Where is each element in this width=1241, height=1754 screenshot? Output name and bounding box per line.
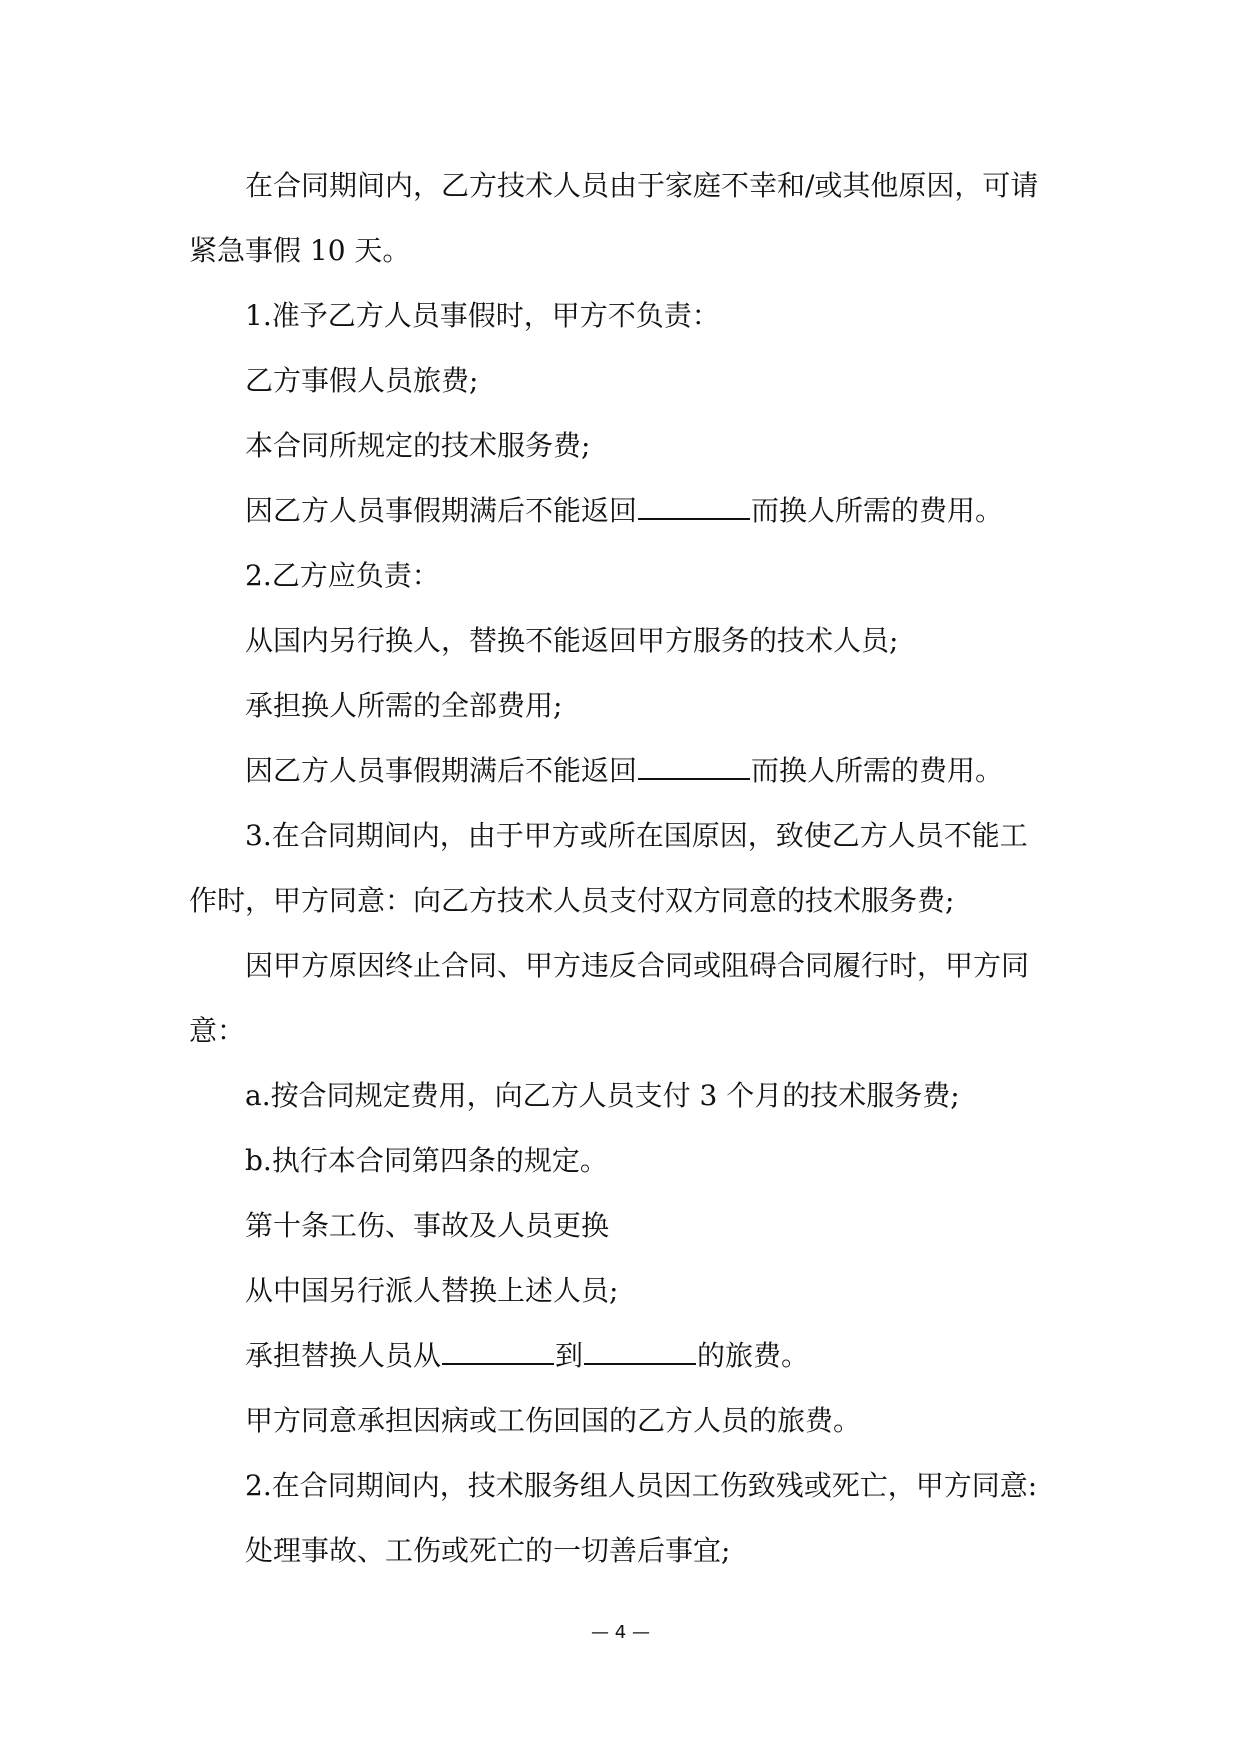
- paragraph-replacement-cost-1: [189, 478, 1049, 543]
- paragraph-text: 因乙方人员事假期满后不能返回: [245, 754, 638, 787]
- paragraph-text: 第十条工伤、事故及人员更换: [245, 1209, 610, 1242]
- paragraph-clause-3: [189, 803, 1049, 933]
- paragraph-text: 在合同期间内，乙方技术人员由于家庭不幸和/或其他原因，可请紧急事假 10 天。: [189, 169, 1039, 267]
- paragraph-text: 甲方同意承担因病或工伤回国的乙方人员的旅费。: [245, 1404, 862, 1437]
- paragraph-injury-clause: [189, 1453, 1049, 1518]
- paragraph-text: 因乙方人员事假期满后不能返回: [245, 494, 638, 527]
- paragraph-replacement-travel: [189, 1323, 1049, 1388]
- paragraph-text: 而换人所需的费用。: [751, 494, 1004, 527]
- fill-in-blank-from[interactable]: [442, 1341, 554, 1365]
- paragraph-illness-travel: [189, 1388, 1049, 1453]
- paragraph-text: 而换人所需的费用。: [751, 754, 1004, 787]
- paragraph-aftermath: [189, 1518, 1049, 1583]
- section-heading-article-10: [189, 1193, 1049, 1258]
- paragraph-item-b: [189, 1128, 1049, 1193]
- fill-in-blank[interactable]: [638, 756, 750, 780]
- paragraph-text: 3.在合同期间内，由于甲方或所在国原因，致使乙方人员不能工作时，甲方同意：向乙方技术人员支付双方同意的技术服务费;: [189, 819, 1028, 917]
- paragraph-termination: [189, 933, 1049, 1063]
- paragraph-emergency-leave: [189, 153, 1049, 283]
- paragraph-text: 2.乙方应负责：: [245, 559, 440, 592]
- paragraph-all-costs: [189, 673, 1049, 738]
- fill-in-blank[interactable]: [638, 496, 750, 520]
- paragraph-text: 乙方事假人员旅费;: [245, 364, 479, 397]
- fill-in-blank-to[interactable]: [584, 1341, 696, 1365]
- paragraph-dispatch-replacement: [189, 1258, 1049, 1323]
- paragraph-clause-2: [189, 543, 1049, 608]
- paragraph-text: 2.在合同期间内，技术服务组人员因工伤致残或死亡，甲方同意:: [245, 1469, 1038, 1502]
- paragraph-text: 因甲方原因终止合同、甲方违反合同或阻碍合同履行时，甲方同意：: [189, 949, 1030, 1047]
- page-number: — 4 —: [591, 1622, 650, 1643]
- paragraph-text: 处理事故、工伤或死亡的一切善后事宜;: [245, 1534, 731, 1567]
- document-body: [189, 153, 1049, 1583]
- paragraph-text: 的旅费。: [697, 1339, 810, 1372]
- paragraph-text: 承担替换人员从: [245, 1339, 442, 1372]
- paragraph-replacement-cost-2: [189, 738, 1049, 803]
- paragraph-text: 到: [555, 1339, 584, 1372]
- paragraph-text: a.按合同规定费用，向乙方人员支付 3 个月的技术服务费;: [245, 1079, 960, 1112]
- paragraph-item-a: [189, 1063, 1049, 1128]
- paragraph-text: 从中国另行派人替换上述人员;: [245, 1274, 619, 1307]
- paragraph-clause-1: [189, 283, 1049, 348]
- paragraph-service-fee: [189, 413, 1049, 478]
- paragraph-replace-staff: [189, 608, 1049, 673]
- paragraph-text: 承担换人所需的全部费用;: [245, 689, 563, 722]
- paragraph-text: b.执行本合同第四条的规定。: [245, 1144, 608, 1177]
- paragraph-text: 本合同所规定的技术服务费;: [245, 429, 591, 462]
- paragraph-text: 从国内另行换人，替换不能返回甲方服务的技术人员;: [245, 624, 899, 657]
- paragraph-text: 1.准予乙方人员事假时，甲方不负责：: [245, 299, 720, 332]
- paragraph-travel-fee: [189, 348, 1049, 413]
